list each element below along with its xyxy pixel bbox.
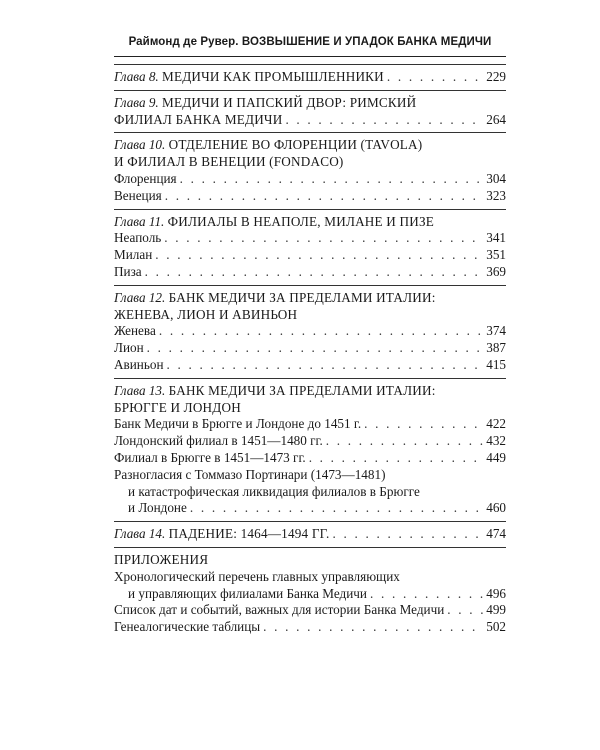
page-number: 422 <box>486 416 506 432</box>
toc-chapter-14[interactable] <box>114 526 506 543</box>
entry-label[interactable]: Хронологический перечень главных управляющих <box>114 568 400 584</box>
toc-entry[interactable] <box>114 619 506 636</box>
chapter-label: Глава 10. <box>114 137 166 153</box>
leader-dots <box>180 171 484 188</box>
page-number: 264 <box>486 111 506 127</box>
page-number: 449 <box>486 449 506 465</box>
page-number: 369 <box>486 263 506 279</box>
section-divider <box>114 285 506 286</box>
toc-entry[interactable] <box>114 357 506 374</box>
chapter-title-continued: ЖЕНЕВА, ЛИОН И АВИНЬОН <box>114 306 298 322</box>
page-number: 499 <box>486 602 506 618</box>
entry-label-continued: и Лондоне <box>128 500 187 516</box>
chapter-title: ФИЛИАЛЫ В НЕАПОЛЕ, МИЛАНЕ И ПИЗЕ <box>167 213 435 229</box>
entry-label: Авиньон <box>114 356 164 372</box>
toc-entry[interactable] <box>114 433 506 450</box>
toc-entry[interactable] <box>114 247 506 264</box>
chapter-title: ПАДЕНИЕ: 1464—1494 ГГ. <box>168 526 330 542</box>
chapter-label: Глава 12. <box>114 289 166 305</box>
entry-label: Генеалогические таблицы <box>114 619 261 635</box>
leader-dots <box>155 247 483 264</box>
page-number: 229 <box>486 69 506 84</box>
chapter-title-continued: БРЮГГЕ И ЛОНДОН <box>114 399 241 415</box>
entry-label: Лион <box>114 340 144 356</box>
entry-label[interactable]: Разногласия с Томмазо Портинари (1473—1481) <box>114 466 386 482</box>
toc-chapter-11 <box>114 214 506 231</box>
entry-label: Лондонский филиал в 1451—1480 гг. <box>114 433 323 449</box>
leader-dots <box>164 230 483 247</box>
chapter-title: ОТДЕЛЕНИЕ ВО ФЛОРЕНЦИИ (TAVOLA) <box>168 137 423 153</box>
section-divider <box>114 521 506 522</box>
leader-dots <box>326 433 483 450</box>
page-number: 341 <box>486 230 506 246</box>
page-number: 387 <box>486 340 506 356</box>
leader-dots <box>332 526 483 543</box>
page-number: 351 <box>486 247 506 263</box>
leader-dots <box>147 340 484 357</box>
chapter-label: Глава 14. <box>114 526 166 542</box>
entry-label: Неаполь <box>114 230 162 246</box>
section-divider <box>114 209 506 210</box>
section-divider <box>114 132 506 133</box>
page-number: 432 <box>486 433 506 449</box>
toc-entry[interactable] <box>114 171 506 188</box>
leader-dots <box>364 416 483 433</box>
table-of-contents <box>114 60 506 636</box>
toc-chapter-10 <box>114 137 506 154</box>
entry-label: Список дат и событий, важных для истории Банка Медичи <box>114 602 445 618</box>
leader-dots <box>190 500 483 517</box>
toc-entry[interactable] <box>114 340 506 357</box>
chapter-title-continued: И ФИЛИАЛ В ВЕНЕЦИИ (FONDACO) <box>114 154 344 170</box>
toc-chapter-9[interactable] <box>114 95 506 112</box>
header-rule <box>114 56 506 57</box>
entry-label: Банк Медичи в Брюгге и Лондоне до 1451 г. <box>114 416 362 432</box>
leader-dots <box>167 357 484 374</box>
leader-dots <box>263 619 483 636</box>
entry-label-continued: и катастрофическая ликвидация филиалов в Брюгге <box>128 483 420 499</box>
toc-entry[interactable] <box>114 264 506 281</box>
page-number: 502 <box>486 619 506 635</box>
page-number: 496 <box>486 585 506 601</box>
toc-entry[interactable] <box>114 602 506 619</box>
leader-dots <box>145 264 484 281</box>
chapter-title: МЕДИЧИ КАК ПРОМЫШЛЕННИКИ <box>162 69 384 84</box>
entry-label-continued: и управляющих филиалами Банка Медичи <box>128 585 367 601</box>
leader-dots <box>285 112 483 129</box>
leader-dots <box>387 69 483 86</box>
toc-entry[interactable] <box>114 230 506 247</box>
toc-chapter-13 <box>114 383 506 400</box>
chapter-title: МЕДИЧИ И ПАПСКИЙ ДВОР: РИМСКИЙ <box>162 94 417 110</box>
entry-label: Флоренция <box>114 170 177 186</box>
toc-entry[interactable] <box>114 450 506 467</box>
toc-entry[interactable] <box>114 586 506 603</box>
toc-entry[interactable] <box>114 323 506 340</box>
leader-dots <box>309 450 484 467</box>
appendix-heading: ПРИЛОЖЕНИЯ <box>114 551 209 567</box>
page-number: 460 <box>486 500 506 516</box>
leader-dots <box>447 602 483 619</box>
leader-dots <box>165 188 483 205</box>
toc-chapter-12 <box>114 290 506 307</box>
page-number: 474 <box>486 526 506 542</box>
chapter-title-continued: ФИЛИАЛ БАНКА МЕДИЧИ <box>114 111 283 127</box>
entry-label: Пиза <box>114 263 142 279</box>
entry-label: Женева <box>114 323 156 339</box>
section-divider <box>114 378 506 379</box>
chapter-label: Глава 9. <box>114 94 159 110</box>
toc-entry[interactable] <box>114 188 506 205</box>
page-number: 323 <box>486 187 506 203</box>
page-number: 374 <box>486 323 506 339</box>
section-divider <box>114 547 506 548</box>
page-number: 415 <box>486 356 506 372</box>
chapter-label: Глава 8. <box>114 69 159 84</box>
leader-dots <box>370 586 483 603</box>
chapter-label: Глава 11. <box>114 213 165 229</box>
toc-chapter-8[interactable] <box>114 69 506 86</box>
toc-chapter-9-line-2[interactable] <box>114 112 506 129</box>
toc-entry[interactable] <box>114 416 506 433</box>
chapter-title: БАНК МЕДИЧИ ЗА ПРЕДЕЛАМИ ИТАЛИИ: <box>168 289 436 305</box>
toc-entry[interactable] <box>114 500 506 517</box>
entry-label: Филиал в Брюгге в 1451—1473 гг. <box>114 449 306 465</box>
chapter-label: Глава 13. <box>114 382 166 398</box>
entry-label: Милан <box>114 247 153 263</box>
section-divider <box>114 64 506 65</box>
entry-label: Венеция <box>114 187 162 203</box>
chapter-title: БАНК МЕДИЧИ ЗА ПРЕДЕЛАМИ ИТАЛИИ: <box>168 382 436 398</box>
running-header: Раймонд де Рувер. ВОЗВЫШЕНИЕ И УПАДОК БАНКА МЕДИЧИ <box>128 36 492 48</box>
page-number: 304 <box>486 170 506 186</box>
leader-dots <box>159 323 483 340</box>
section-divider <box>114 90 506 91</box>
